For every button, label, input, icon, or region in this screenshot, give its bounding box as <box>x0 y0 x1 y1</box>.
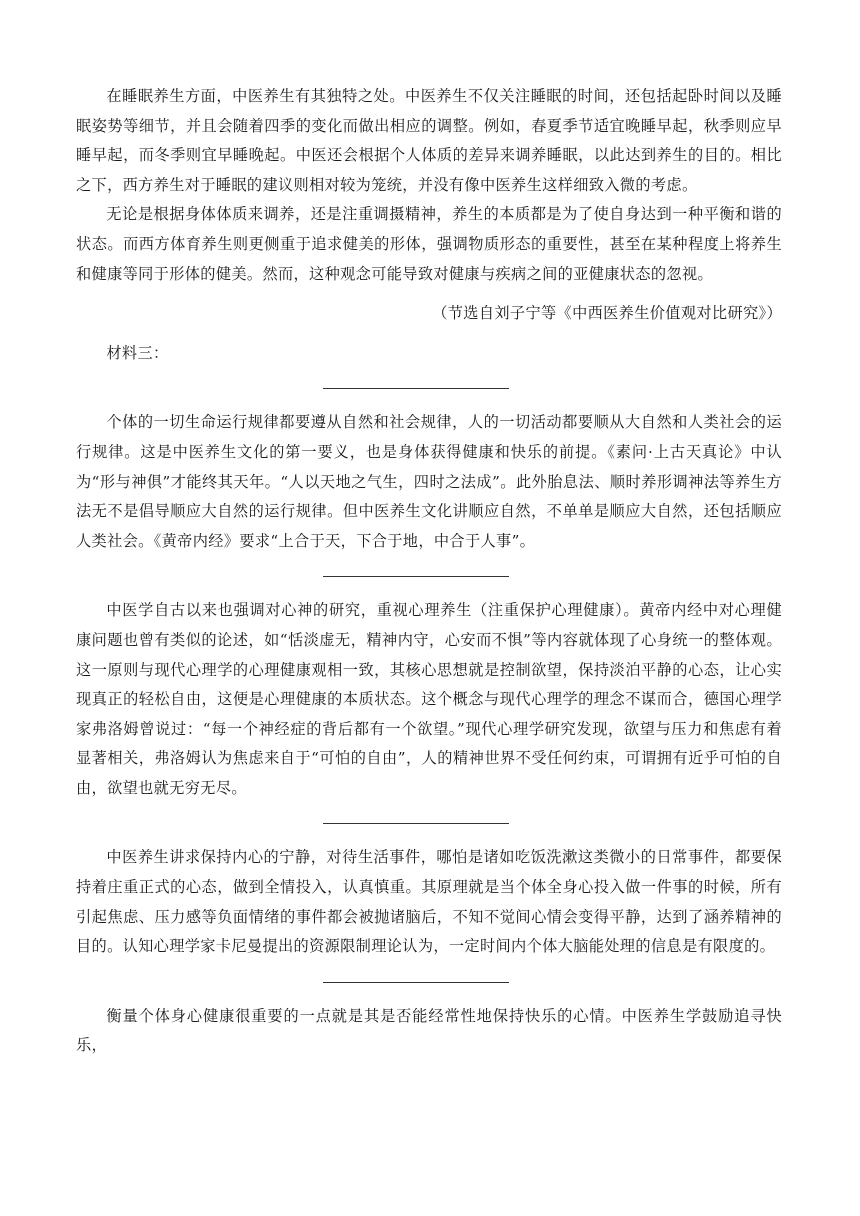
paragraph-happiness: 衡量个体身心健康很重要的一点就是其是否能经常性地保持快乐的心情。中医养生学鼓励追寻快乐， <box>76 1006 782 1055</box>
paragraph-inner-calm: 中医养生讲求保持内心的宁静，对待生活事件，哪怕是诸如吃饭洗漱这类微小的日常事件，都要保持着庄重正式的心态，做到全情投入，认真慎重。其原理就是当个体全身心投入做一件事的时候，所有引起焦虑、压力感等负面情绪的事件都会被抛诸脑后，不知不觉间心情会变得平静，达到了涵养精神的目的。认知心理学家卡尼曼提出的资源限制理论认为，一定时间内个体大脑能处理的信息是有限度的。 <box>76 848 782 956</box>
blank-line-4 <box>76 962 782 1002</box>
material-three-label: 材料三： <box>106 343 169 362</box>
blank-line-1 <box>76 368 782 408</box>
blank-line-3 <box>76 803 782 843</box>
paragraph-follow-nature: 个体的一切生命运行规律都要遵从自然和社会规律，人的一切活动都要顺从大自然和人类社会的运行规律。这是中医养生文化的第一要义，也是身体获得健康和快乐的前提。《素问·上古天真论》中认为“形与神俱”才能终其天年。“人以天地之气生，四时之法成”。此外胎息法、顺时养形调神法等养生方法无不是倡导顺应大自然的运行规律。但中医养生文化讲顺应自然，不单单是顺应大自然，还包括顺应人类社会。《黄帝内经》要求“上合于天，下合于地，中合于人事”。 <box>76 413 782 550</box>
paragraph-mental-health: 中医学自古以来也强调对心神的研究，重视心理养生（注重保护心理健康）。黄帝内经中对心理健康问题也曾有类似的论述，如“恬淡虚无，精神内守，心安而不惧”等内容就体现了心身统一的整体观。这一原则与现代心理学的心理健康观相一致，其核心思想就是控制欲望，保持淡泊平静的心态，让心实现真正的轻松自由，这便是心理健康的本质状态。这个概念与现代心理学的理念不谋而合，德国心理学家弗洛姆曾说过：“每一个神经症的背后都有一个欲望。”现代心理学研究发现，欲望与压力和焦虑有着显著相关，弗洛姆认为焦虑来自于“可怕的自由”，人的精神世界不受任何约束，可谓拥有近乎可怕的自由，欲望也就无穷无尽。 <box>76 601 782 797</box>
blank-line-2 <box>76 556 782 596</box>
document-page <box>76 82 782 1061</box>
paragraph-sleep-health: 在睡眠养生方面，中医养生有其独特之处。中医养生不仅关注睡眠的时间，还包括起卧时间以及睡眠姿势等细节，并且会随着四季的变化而做出相应的调整。例如，春夏季节适宜晚睡早起，秋季则应早睡早起，而冬季则宜早睡晚起。中医还会根据个人体质的差异来调养睡眠，以此达到养生的目的。相比之下，西方养生对于睡眠的建议则相对较为笼统，并没有像中医养生这样细致入微的考虑。 <box>76 87 782 194</box>
paragraph-essence-of-health: 无论是根据身体体质来调养，还是注重调摄精神，养生的本质都是为了使自身达到一种平衡和谐的状态。而西方体育养生则更侧重于追求健美的形体，强调物质形态的重要性，甚至在某种程度上将养生和健康等同于形体的健美。然而，这种观念可能导致对健康与疾病之间的亚健康状态的忽视。 <box>76 205 782 283</box>
source-citation: （节选自刘子宁等《中西医养生价值观对比研究》） <box>432 304 782 323</box>
